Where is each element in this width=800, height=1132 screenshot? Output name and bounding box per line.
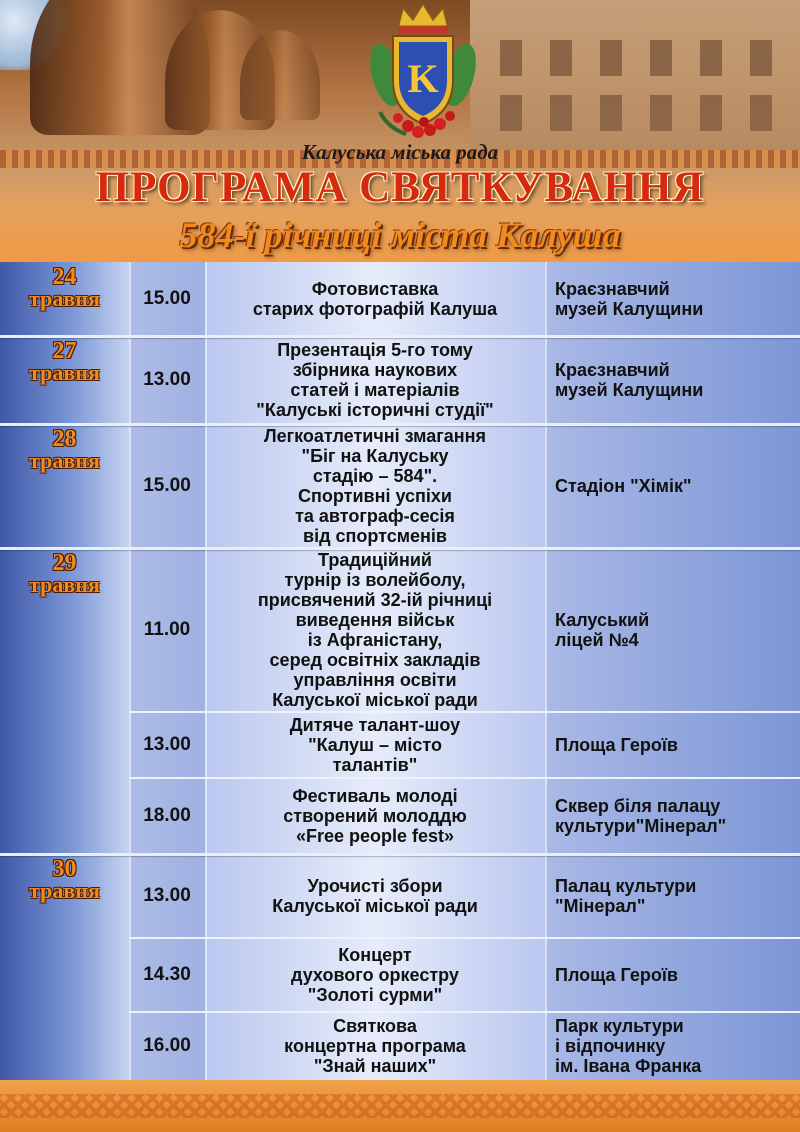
event-line: "Знай наших" [313, 1056, 437, 1076]
event-line: "Калуш – місто [308, 735, 442, 755]
event-place [555, 1016, 795, 1076]
place-line: Палац культури [555, 876, 697, 896]
event-line: Презентація 5-го тому [277, 340, 473, 360]
event-line: турнір із волейболу, [284, 570, 466, 590]
event-place [555, 360, 795, 400]
event-description [205, 786, 545, 846]
event-place [555, 965, 795, 985]
date-day: 30 [52, 856, 77, 882]
event-line: створений молоддю [283, 806, 467, 826]
event-line: "Калуські історичні студії" [256, 400, 494, 420]
event-time: 14.30 [143, 964, 191, 985]
place-line: ім. Івана Франка [555, 1056, 702, 1076]
event-description [205, 715, 545, 775]
date-label [0, 266, 129, 310]
day-separator [0, 853, 800, 856]
event-time: 13.00 [143, 369, 191, 390]
date-label [0, 428, 129, 472]
date-month: травня [29, 286, 100, 311]
event-place [555, 476, 795, 496]
place-line: культури"Мінерал" [555, 816, 727, 836]
place-line: і відпочинку [555, 1036, 666, 1056]
event-separator [129, 1011, 800, 1013]
svg-text:K: K [407, 56, 439, 101]
event-line: збірника наукових [292, 360, 458, 380]
date-day: 27 [52, 338, 77, 364]
event-line: присвячений 32-ій річниці [257, 590, 493, 610]
event-line: Фестиваль молоді [292, 786, 458, 806]
event-description [205, 340, 545, 420]
date-month: травня [29, 572, 100, 597]
event-line: від спортсменів [303, 526, 447, 546]
event-line: Фотовиставка [311, 279, 439, 299]
event-description [205, 426, 545, 546]
place-line: Площа Героїв [555, 735, 678, 755]
event-line: та автограф-сесія [295, 506, 455, 526]
event-description [205, 1016, 545, 1076]
event-separator [129, 937, 800, 939]
place-line: Парк культури [555, 1016, 684, 1036]
event-description [205, 945, 545, 1005]
event-line: «Free people fest» [295, 826, 455, 846]
event-separator [129, 777, 800, 779]
event-line: духового оркестру [291, 965, 459, 985]
date-label [0, 552, 129, 596]
event-place [555, 735, 795, 755]
place-line: музей Калущини [555, 380, 704, 400]
event-line: виведення військ [295, 610, 455, 630]
event-line: статей і матеріалів [290, 380, 460, 400]
event-line: Легкоатлетичні змагання [263, 426, 486, 446]
event-time: 13.00 [143, 885, 191, 906]
place-line: ліцей №4 [555, 630, 639, 650]
city-coat-of-arms-icon [358, 0, 488, 145]
event-place [555, 876, 795, 916]
date-day: 29 [52, 550, 77, 576]
event-line: старих фотографій Калуша [252, 299, 498, 319]
place-line: Стадіон "Хімік" [555, 476, 692, 496]
event-line: "Біг на Калуську [301, 446, 449, 466]
event-line: із Афганістану, [307, 630, 443, 650]
header-banner [0, 0, 800, 262]
council-name: Калуська міська рада [301, 140, 499, 164]
page-title: ПРОГРАМА СВЯТКУВАННЯ [95, 164, 705, 211]
event-description [205, 876, 545, 916]
date-label [0, 340, 129, 384]
event-time: 15.00 [143, 475, 191, 496]
event-place [555, 279, 795, 319]
place-line: Краєзнавчий [555, 279, 670, 299]
place-line: Площа Героїв [555, 965, 678, 985]
event-line: Калуської міської ради [272, 690, 478, 710]
event-line: Святкова [333, 1016, 417, 1036]
event-line: "Золоті сурми" [307, 985, 443, 1005]
bell-image [240, 30, 320, 120]
page-subtitle: 584-ї річниці міста Калуша [179, 215, 621, 255]
date-month: травня [29, 878, 100, 903]
event-line: Калуської міської ради [272, 896, 478, 916]
place-line: музей Калущини [555, 299, 704, 319]
event-separator [129, 711, 800, 713]
date-label [0, 858, 129, 902]
event-description [205, 279, 545, 319]
event-line: талантів" [332, 755, 418, 775]
event-line: Урочисті збори [307, 876, 443, 896]
date-day: 28 [52, 426, 77, 452]
event-description [205, 550, 545, 710]
place-line: "Мінерал" [555, 896, 646, 916]
event-place [555, 610, 795, 650]
event-time: 13.00 [143, 734, 191, 755]
event-line: Дитяче талант-шоу [289, 715, 461, 735]
place-line: Калуський [555, 610, 650, 630]
date-month: травня [29, 360, 100, 385]
event-time: 11.00 [143, 619, 191, 640]
event-time: 18.00 [143, 805, 191, 826]
event-line: Традиційний [318, 550, 432, 570]
schedule-table [0, 262, 800, 1080]
event-place [555, 796, 795, 836]
event-line: управління освіти [293, 670, 457, 690]
footer-ornament [0, 1080, 800, 1132]
event-line: стадію – 584". [312, 466, 438, 486]
event-time: 16.00 [143, 1035, 191, 1056]
event-line: серед освітніх закладів [269, 650, 481, 670]
event-time: 15.00 [143, 288, 191, 309]
event-line: концертна програма [284, 1036, 466, 1056]
event-line: Концерт [338, 945, 412, 965]
date-day: 24 [52, 264, 77, 290]
place-line: Сквер біля палацу [555, 796, 721, 816]
event-line: Спортивні успіхи [298, 486, 452, 506]
building-image [470, 0, 800, 150]
place-line: Краєзнавчий [555, 360, 670, 380]
day-separator [0, 335, 800, 338]
date-month: травня [29, 448, 100, 473]
